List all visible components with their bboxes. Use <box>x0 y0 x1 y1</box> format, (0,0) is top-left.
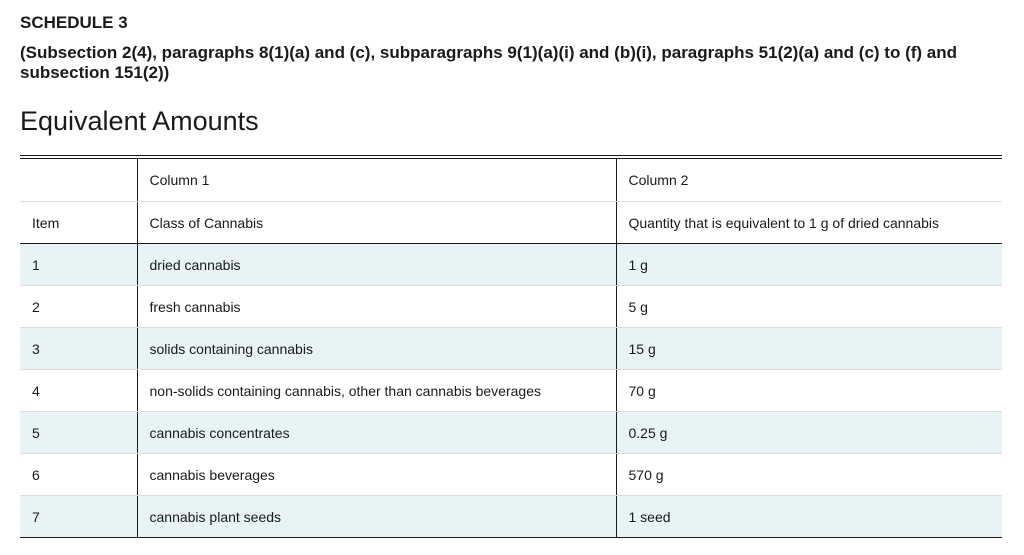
cannabis-class: cannabis beverages <box>137 454 616 496</box>
cannabis-class: fresh cannabis <box>137 286 616 328</box>
equivalent-amounts-table-wrapper <box>20 155 1002 538</box>
table-header-row-labels <box>20 202 1002 244</box>
table-row <box>20 496 1002 538</box>
item-number: 3 <box>20 328 137 370</box>
schedule-label: SCHEDULE 3 <box>20 13 128 32</box>
item-number: 2 <box>20 286 137 328</box>
header-column-2: Column 2 <box>616 159 1002 202</box>
table-row <box>20 244 1002 286</box>
cannabis-class: non-solids containing cannabis, other than cannabis beverages <box>137 370 616 412</box>
item-number: 6 <box>20 454 137 496</box>
table-row <box>20 454 1002 496</box>
cannabis-class: dried cannabis <box>137 244 616 286</box>
table-row <box>20 328 1002 370</box>
equivalent-amounts-table <box>20 159 1002 538</box>
equivalent-quantity: 70 g <box>616 370 1002 412</box>
item-number: 7 <box>20 496 137 538</box>
schedule-reference: (Subsection 2(4), paragraphs 8(1)(a) and (c), subparagraphs 9(1)(a)(i) and (b)(i), paragraphs 51(2)(a) and (c) to (f) and subsection 151(2)) <box>20 43 957 82</box>
cannabis-class: solids containing cannabis <box>137 328 616 370</box>
equivalent-quantity: 15 g <box>616 328 1002 370</box>
equivalent-quantity: 0.25 g <box>616 412 1002 454</box>
table-row <box>20 286 1002 328</box>
table-top-rule <box>20 155 1002 156</box>
equivalent-quantity: 1 g <box>616 244 1002 286</box>
equivalent-quantity: 1 seed <box>616 496 1002 538</box>
table-row <box>20 370 1002 412</box>
cannabis-class: cannabis concentrates <box>137 412 616 454</box>
header-equivalent-quantity: Quantity that is equivalent to 1 g of dried cannabis <box>616 202 1002 244</box>
item-number: 5 <box>20 412 137 454</box>
header-class-of-cannabis: Class of Cannabis <box>137 202 616 244</box>
cannabis-class: cannabis plant seeds <box>137 496 616 538</box>
table-header-row-columns <box>20 159 1002 202</box>
header-item: Item <box>20 202 137 244</box>
schedule-title: Equivalent Amounts <box>20 106 259 136</box>
header-column-1: Column 1 <box>137 159 616 202</box>
equivalent-quantity: 570 g <box>616 454 1002 496</box>
header-blank-cell <box>20 159 137 202</box>
item-number: 1 <box>20 244 137 286</box>
item-number: 4 <box>20 370 137 412</box>
equivalent-quantity: 5 g <box>616 286 1002 328</box>
table-row <box>20 412 1002 454</box>
